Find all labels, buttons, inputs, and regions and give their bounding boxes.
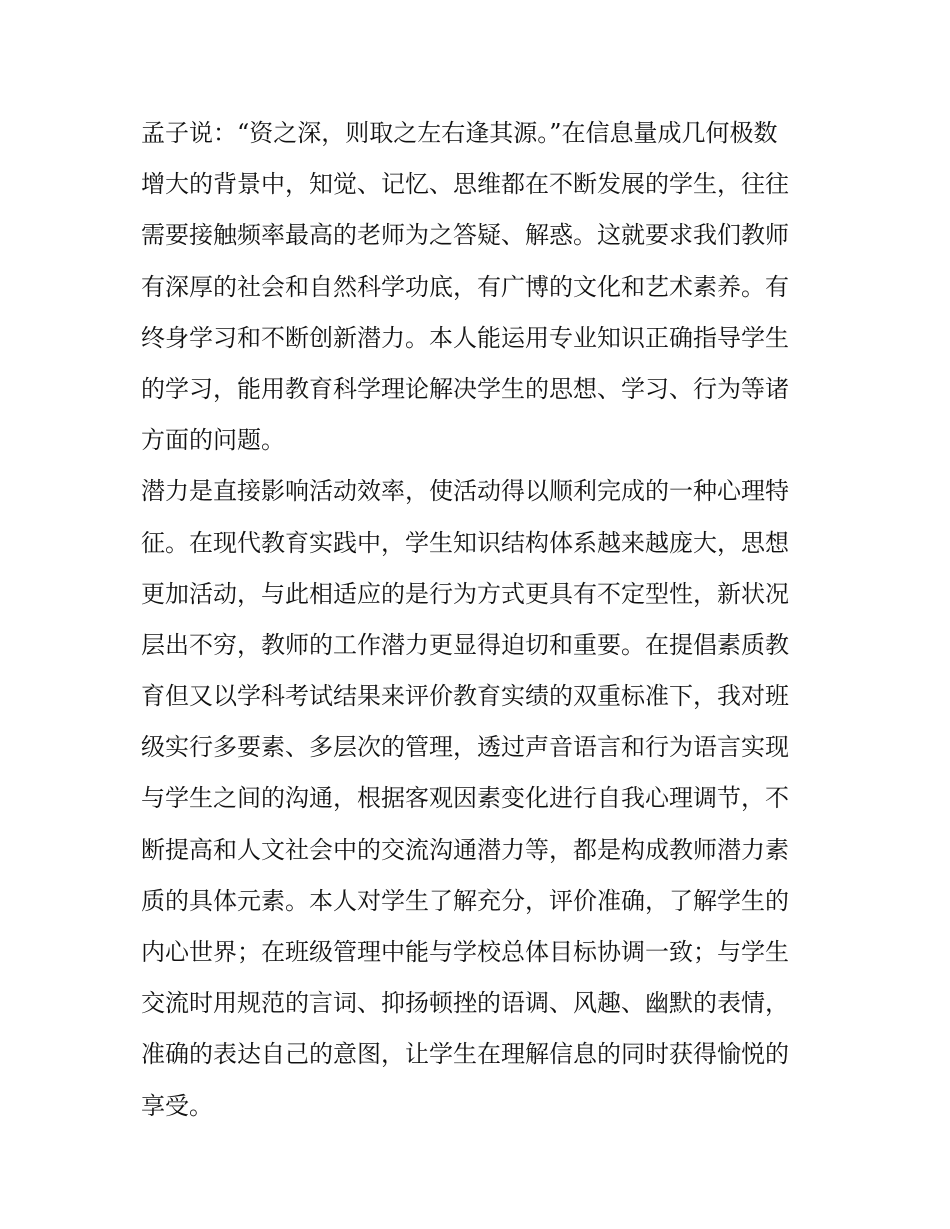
text-line: 孟子说：“资之深，则取之左右逢其源。”在信息量成几何极数 xyxy=(141,119,778,147)
text-line: 交流时用规范的言词、抑扬顿挫的语调、风趣、幽默的表情， xyxy=(141,989,789,1018)
text-line: 内心世界；在班级管理中能与学校总体目标协调一致；与学生 xyxy=(141,938,789,966)
text-line: 增大的背景中，知觉、记忆、思维都在不断发展的学生，往往 xyxy=(141,170,789,199)
text-line: 征。在现代教育实践中，学生知识结构体系越来越庞大，思想 xyxy=(141,528,789,557)
text-line: 潜力是直接影响活动效率，使活动得以顺利完成的一种心理特 xyxy=(141,477,789,506)
text-line: 有深厚的社会和自然科学功底，有广博的文化和艺术素养。有 xyxy=(141,272,789,301)
text-line: 准确的表达自己的意图，让学生在理解信息的同时获得愉悦的 xyxy=(141,1040,789,1069)
paragraph-2 xyxy=(141,466,813,1131)
text-line: 级实行多要素、多层次的管理，透过声音语言和行为语言实现 xyxy=(141,733,789,762)
text-line: 享受。 xyxy=(141,1091,213,1120)
text-line: 层出不穷，教师的工作潜力更显得迫切和重要。在提倡素质教 xyxy=(141,630,789,659)
text-line: 与学生之间的沟通，根据客观因素变化进行自我心理调节，不 xyxy=(141,784,789,813)
text-line: 需要接触频率最高的老师为之答疑、解惑。这就要求我们教师 xyxy=(141,221,789,250)
text-line: 终身学习和不断创新潜力。本人能运用专业知识正确指导学生 xyxy=(141,323,789,352)
text-line: 断提高和人文社会中的交流沟通潜力等，都是构成教师潜力素 xyxy=(141,835,789,864)
text-line: 质的具体元素。本人对学生了解充分，评价准确，了解学生的 xyxy=(141,886,789,915)
text-line: 更加活动，与此相适应的是行为方式更具有不定型性，新状况 xyxy=(141,579,789,608)
text-line: 方面的问题。 xyxy=(141,426,285,455)
text-line: 的学习，能用教育科学理论解决学生的思想、学习、行为等诸 xyxy=(141,374,789,403)
document-body xyxy=(141,108,813,1132)
paragraph-1 xyxy=(141,108,813,466)
text-line: 育但又以学科考试结果来评价教育实绩的双重标准下，我对班 xyxy=(141,682,789,711)
